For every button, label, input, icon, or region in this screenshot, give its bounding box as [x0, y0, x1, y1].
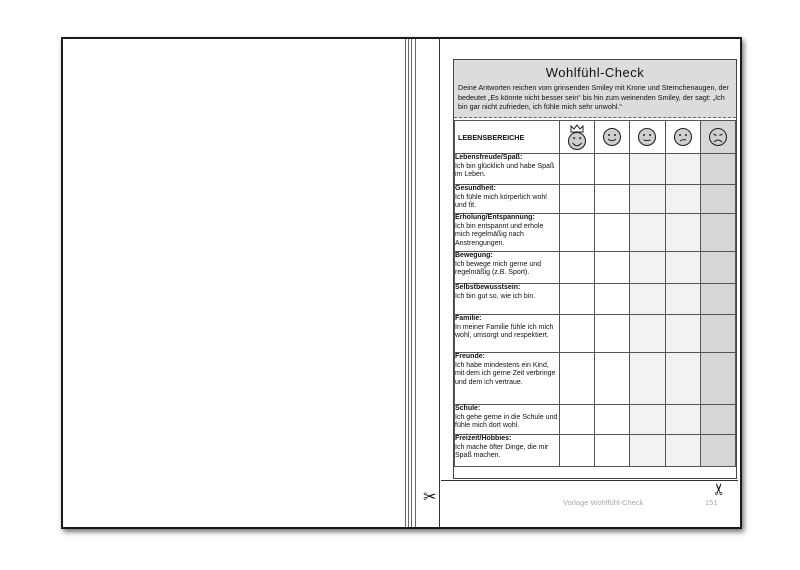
table-row: [455, 315, 736, 353]
rating-cell[interactable]: [560, 185, 595, 214]
rating-cell[interactable]: [700, 185, 735, 214]
row-title: Gesundheit:: [455, 185, 496, 192]
scissors-icon-right: ✂: [711, 482, 729, 496]
rating-cell[interactable]: [595, 154, 630, 185]
rating-cell[interactable]: [560, 315, 595, 353]
rating-cell[interactable]: [700, 252, 735, 284]
rating-cell[interactable]: [630, 154, 665, 185]
row-label: [455, 252, 560, 284]
row-label: [455, 353, 560, 405]
row-label: [455, 284, 560, 315]
row-title: Erholung/Entspannung:: [455, 214, 535, 221]
rating-cell[interactable]: [595, 315, 630, 353]
row-label: [455, 405, 560, 435]
row-title: Freizeit/Hobbies:: [455, 435, 512, 442]
crown-grin-icon: [560, 121, 595, 154]
scissors-icon-left: ✂: [423, 489, 437, 506]
row-title: Schule:: [455, 405, 481, 412]
rating-cell[interactable]: [665, 214, 700, 252]
rating-cell[interactable]: [595, 435, 630, 467]
row-title: Familie:: [455, 315, 482, 322]
sheet-header: [454, 60, 736, 118]
row-text: Ich habe mindestens ein Kind, mit dem ich gerne Zeit verbringe und dem ich vertraue.: [455, 361, 556, 386]
page-number: 151: [705, 498, 718, 507]
rating-cell[interactable]: [630, 252, 665, 284]
rating-cell[interactable]: [595, 405, 630, 435]
table-header-row: [455, 121, 736, 154]
rating-table: [454, 120, 736, 467]
table-row: [455, 214, 736, 252]
rating-cell[interactable]: [560, 435, 595, 467]
rating-cell[interactable]: [560, 284, 595, 315]
rating-cell[interactable]: [665, 284, 700, 315]
rating-cell[interactable]: [665, 315, 700, 353]
rating-cell[interactable]: [630, 353, 665, 405]
row-title: Freunde:: [455, 353, 485, 360]
sheet-title: Wohlfühl-Check: [545, 65, 645, 80]
table-row: [455, 435, 736, 467]
wohlfuehl-check-sheet: [453, 59, 737, 479]
crying-icon: [700, 121, 735, 154]
table-row: [455, 154, 736, 185]
rating-cell[interactable]: [560, 214, 595, 252]
rating-cell[interactable]: [665, 185, 700, 214]
column-header-lebensbereiche: LEBENSBEREICHE: [455, 121, 560, 154]
rating-cell[interactable]: [630, 185, 665, 214]
rating-cell[interactable]: [560, 353, 595, 405]
table-row: [455, 353, 736, 405]
row-text: Ich mache öfter Dinge, die mir Spaß machen.: [455, 443, 549, 460]
rating-cell[interactable]: [560, 405, 595, 435]
happy-icon: [595, 121, 630, 154]
row-text: Ich bin glücklich und habe Spaß im Leben.: [455, 162, 555, 179]
rating-cell[interactable]: [700, 315, 735, 353]
row-label: [455, 214, 560, 252]
svg-text:*: *: [578, 137, 582, 143]
left-page: [63, 39, 401, 527]
cut-line: [439, 39, 440, 527]
rating-cell[interactable]: [595, 185, 630, 214]
row-title: Lebensfreude/Spaß:: [455, 154, 523, 161]
rating-cell[interactable]: [700, 214, 735, 252]
footer-title: Vorlage Wohlfühl-Check: [563, 498, 644, 507]
rating-cell[interactable]: [665, 405, 700, 435]
sad-icon: [665, 121, 700, 154]
rating-cell[interactable]: [700, 435, 735, 467]
rating-cell[interactable]: [630, 284, 665, 315]
rating-cell[interactable]: [560, 154, 595, 185]
row-label: [455, 315, 560, 353]
row-title: Bewegung:: [455, 252, 493, 259]
svg-text:*: *: [572, 137, 576, 143]
row-text: Ich bin gut so, wie ich bin.: [455, 292, 536, 300]
rating-cell[interactable]: [665, 353, 700, 405]
rating-cell[interactable]: [700, 405, 735, 435]
rating-cell[interactable]: [700, 154, 735, 185]
table-row: [455, 405, 736, 435]
row-text: Ich gehe gerne in die Schule und fühle mich dort wohl.: [455, 413, 558, 430]
table-row: [455, 284, 736, 315]
rating-cell[interactable]: [700, 284, 735, 315]
rating-cell[interactable]: [630, 214, 665, 252]
rating-cell[interactable]: [630, 405, 665, 435]
row-label: [455, 435, 560, 467]
rating-cell[interactable]: [630, 435, 665, 467]
row-text: Ich fühle mich körperlich wohl und fit.: [455, 193, 547, 210]
rating-cell[interactable]: [665, 252, 700, 284]
rating-cell[interactable]: [665, 154, 700, 185]
row-title: Selbstbewusstsein:: [455, 284, 521, 291]
table-row: [455, 252, 736, 284]
rating-cell[interactable]: [700, 353, 735, 405]
footer-cut-line: [441, 480, 738, 481]
row-label: [455, 154, 560, 185]
neutral-icon: [630, 121, 665, 154]
gutter: [401, 39, 439, 527]
row-label: [455, 185, 560, 214]
rating-cell[interactable]: [595, 284, 630, 315]
rating-cell[interactable]: [560, 252, 595, 284]
table-row: [455, 185, 736, 214]
row-text: Ich bewege mich gerne und regelmäßig (z.B. Sport).: [455, 260, 541, 277]
rating-cell[interactable]: [665, 435, 700, 467]
sheet-intro: Deine Antworten reichen vom grinsenden Smiley mit Krone und Sternchenaugen, der bedeutet „Es könnte nicht besser sein“ bis hin zum weinenden Smiley, der sagt: „Ich bin gar nicht zufrieden, ich fühle mich sehr unwohl.“: [458, 83, 729, 111]
book-spread: [61, 37, 742, 529]
rating-cell[interactable]: [595, 214, 630, 252]
rating-cell[interactable]: [630, 315, 665, 353]
rating-cell[interactable]: [595, 252, 630, 284]
rating-cell[interactable]: [595, 353, 630, 405]
row-text: Ich bin entspannt und erhole mich regelmäßig nach Anstrengungen.: [455, 222, 544, 247]
row-text: In meiner Familie fühle ich mich wohl, umsorgt und respektiert.: [455, 323, 554, 340]
